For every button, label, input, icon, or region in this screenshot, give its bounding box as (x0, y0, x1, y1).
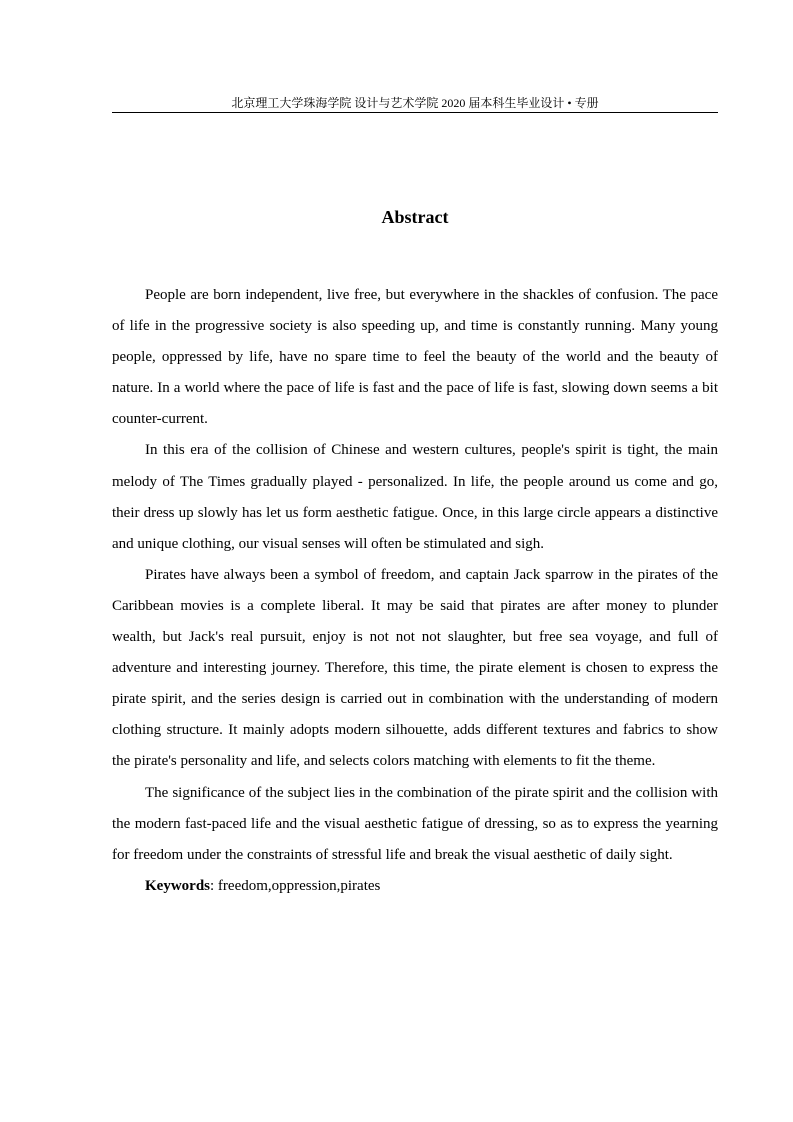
keywords-line (112, 871, 718, 902)
abstract-paragraph-1: People are born independent, live free, but everywhere in the shackles of confusion. The pace of life in the progressive society is also speeding up, and time is constantly running. Many young people, oppressed by life, have no spare time to feel the beauty of the world and the beauty of nature. In a world where the pace of life is fast and the pace of life is fast, slowing down seems a bit counter-current. (112, 287, 718, 428)
header-divider (112, 112, 718, 113)
abstract-paragraph-2: In this era of the collision of Chinese and western cultures, people's spirit is tight, the main melody of The Times gradually played - personalized. In life, the people around us come and go, their dress up slowly has let us form aesthetic fatigue. Once, in this large circle appears a distinctive and unique clothing, our visual senses will often be stimulated and sigh. (112, 442, 718, 552)
abstract-body (112, 280, 718, 902)
page-title: Abstract (381, 207, 449, 227)
abstract-paragraph-4: The significance of the subject lies in the combination of the pirate spirit and the collision with the modern fast-paced life and the visual aesthetic fatigue of dressing, so as to express the yearning for freedom under the constraints of stressful life and break the visual aesthetic of daily sight. (112, 784, 718, 863)
keywords-value: freedom,oppression,pirates (217, 877, 381, 894)
running-header: 北京理工大学珠海学院 设计与艺术学院 2020 届本科生毕业设计 • 专册 (231, 96, 599, 110)
keywords-separator: : (210, 877, 218, 894)
keywords-label: Keywords (145, 877, 210, 894)
abstract-paragraph-3: Pirates have always been a symbol of freedom, and captain Jack sparrow in the pirates of the Caribbean movies is a complete liberal. It may be said that pirates are after money to plunder wealth, but Jack's real pursuit, enjoy is not not not slaughter, but free sea voyage, and full of adventure and interesting journey. Therefore, this time, the pirate element is chosen to express the pirate spirit, and the series design is carried out in combination with the understanding of modern clothing structure. It mainly adopts modern silhouette, adds different textures and fabrics to show the pirate's personality and life, and selects colors matching with elements to fit the theme. (112, 566, 718, 770)
